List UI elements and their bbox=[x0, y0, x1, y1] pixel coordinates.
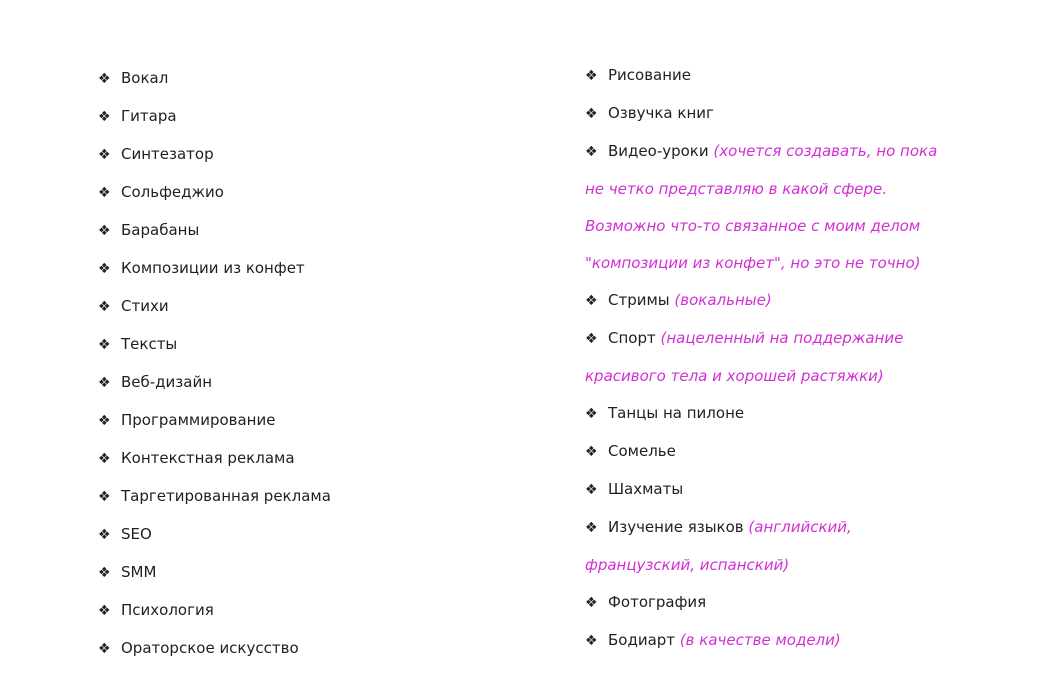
list-item bbox=[585, 57, 1005, 95]
list-item-label: Барабаны bbox=[121, 221, 200, 239]
list-item bbox=[98, 174, 518, 212]
list-item-label: Озвучка книг bbox=[608, 104, 714, 122]
diamond-bullet-icon: ❖ bbox=[585, 144, 598, 160]
list-item-label: Стихи bbox=[121, 297, 169, 315]
diamond-bullet-icon: ❖ bbox=[585, 106, 598, 122]
diamond-bullet-icon: ❖ bbox=[98, 375, 111, 391]
list-item-label: Контекстная реклама bbox=[121, 449, 295, 467]
list-item-label: SEO bbox=[121, 525, 152, 543]
list-item bbox=[98, 478, 518, 516]
list-item-label: Вокал bbox=[121, 69, 169, 87]
diamond-bullet-icon: ❖ bbox=[98, 641, 111, 657]
hobby-list-left bbox=[98, 60, 518, 668]
list-item-label: Программирование bbox=[121, 411, 276, 429]
diamond-bullet-icon: ❖ bbox=[585, 331, 598, 347]
diamond-bullet-icon: ❖ bbox=[98, 451, 111, 467]
list-item-label: Психология bbox=[121, 601, 214, 619]
list-item-label: Сомелье bbox=[608, 442, 676, 460]
list-item-label: Композиции из конфет bbox=[121, 259, 305, 277]
list-item-note-line: Возможно что-то связанное с моим делом bbox=[585, 217, 921, 235]
list-item bbox=[585, 433, 1005, 471]
list-item-label: SMM bbox=[121, 563, 157, 581]
list-item bbox=[98, 250, 518, 288]
diamond-bullet-icon: ❖ bbox=[585, 406, 598, 422]
diamond-bullet-icon: ❖ bbox=[585, 595, 598, 611]
diamond-bullet-icon: ❖ bbox=[98, 261, 111, 277]
diamond-bullet-icon: ❖ bbox=[585, 633, 598, 649]
list-item-label: Ораторское искусство bbox=[121, 639, 299, 657]
list-item bbox=[585, 509, 1005, 584]
list-item bbox=[98, 98, 518, 136]
list-item-label: Рисование bbox=[608, 66, 692, 84]
list-item bbox=[98, 516, 518, 554]
list-item-label: Гитара bbox=[121, 107, 177, 125]
list-item-label: Веб-дизайн bbox=[121, 373, 213, 391]
diamond-bullet-icon: ❖ bbox=[98, 489, 111, 505]
list-item bbox=[98, 630, 518, 668]
diamond-bullet-icon: ❖ bbox=[98, 413, 111, 429]
list-item bbox=[98, 592, 518, 630]
diamond-bullet-icon: ❖ bbox=[98, 71, 111, 87]
diamond-bullet-icon: ❖ bbox=[585, 293, 598, 309]
list-item bbox=[585, 133, 1005, 282]
list-item bbox=[98, 402, 518, 440]
list-item-label: Таргетированная реклама bbox=[121, 487, 331, 505]
list-item bbox=[98, 440, 518, 478]
list-item-label: Фотография bbox=[608, 593, 707, 611]
diamond-bullet-icon: ❖ bbox=[585, 444, 598, 460]
list-item-label: Стримы bbox=[608, 291, 670, 309]
list-item-label: Танцы на пилоне bbox=[608, 404, 745, 422]
hobby-list-right bbox=[585, 57, 1005, 660]
list-item bbox=[98, 136, 518, 174]
list-item-note: (в качестве модели) bbox=[679, 631, 841, 649]
list-item-note-line: красивого тела и хорошей растяжки) bbox=[585, 367, 884, 385]
list-item-note: (хочется создавать, но пока bbox=[713, 142, 938, 160]
list-item bbox=[585, 471, 1005, 509]
diamond-bullet-icon: ❖ bbox=[98, 565, 111, 581]
list-item-label: Спорт bbox=[608, 329, 656, 347]
list-item bbox=[585, 584, 1005, 622]
list-item bbox=[585, 622, 1005, 660]
diamond-bullet-icon: ❖ bbox=[585, 68, 598, 84]
list-item-label: Изучение языков bbox=[608, 518, 744, 536]
diamond-bullet-icon: ❖ bbox=[98, 185, 111, 201]
diamond-bullet-icon: ❖ bbox=[585, 520, 598, 536]
list-item-note: (вокальные) bbox=[674, 291, 772, 309]
list-item-label: Сольфеджио bbox=[121, 183, 224, 201]
diamond-bullet-icon: ❖ bbox=[98, 109, 111, 125]
list-item bbox=[98, 554, 518, 592]
list-item bbox=[585, 282, 1005, 320]
list-item-label: Бодиарт bbox=[608, 631, 676, 649]
list-item-note-line: французский, испанский) bbox=[585, 556, 790, 574]
diamond-bullet-icon: ❖ bbox=[98, 337, 111, 353]
list-item bbox=[98, 364, 518, 402]
diamond-bullet-icon: ❖ bbox=[98, 603, 111, 619]
list-item bbox=[98, 60, 518, 98]
list-item bbox=[585, 320, 1005, 395]
diamond-bullet-icon: ❖ bbox=[98, 147, 111, 163]
list-item bbox=[585, 95, 1005, 133]
list-item-note-line: "композиции из конфет", но это не точно) bbox=[585, 254, 921, 272]
list-item bbox=[98, 326, 518, 364]
list-item-note: (нацеленный на поддержание bbox=[660, 329, 904, 347]
diamond-bullet-icon: ❖ bbox=[98, 299, 111, 315]
list-item-label: Шахматы bbox=[608, 480, 684, 498]
list-item-label: Тексты bbox=[121, 335, 178, 353]
diamond-bullet-icon: ❖ bbox=[98, 527, 111, 543]
list-item bbox=[98, 288, 518, 326]
list-item-label: Видео-уроки bbox=[608, 142, 709, 160]
list-item-note: (английский, bbox=[748, 518, 852, 536]
diamond-bullet-icon: ❖ bbox=[98, 223, 111, 239]
list-item-label: Синтезатор bbox=[121, 145, 214, 163]
diamond-bullet-icon: ❖ bbox=[585, 482, 598, 498]
list-item-note-line: не четко представляю в какой сфере. bbox=[585, 180, 888, 198]
list-item bbox=[98, 212, 518, 250]
list-item bbox=[585, 395, 1005, 433]
